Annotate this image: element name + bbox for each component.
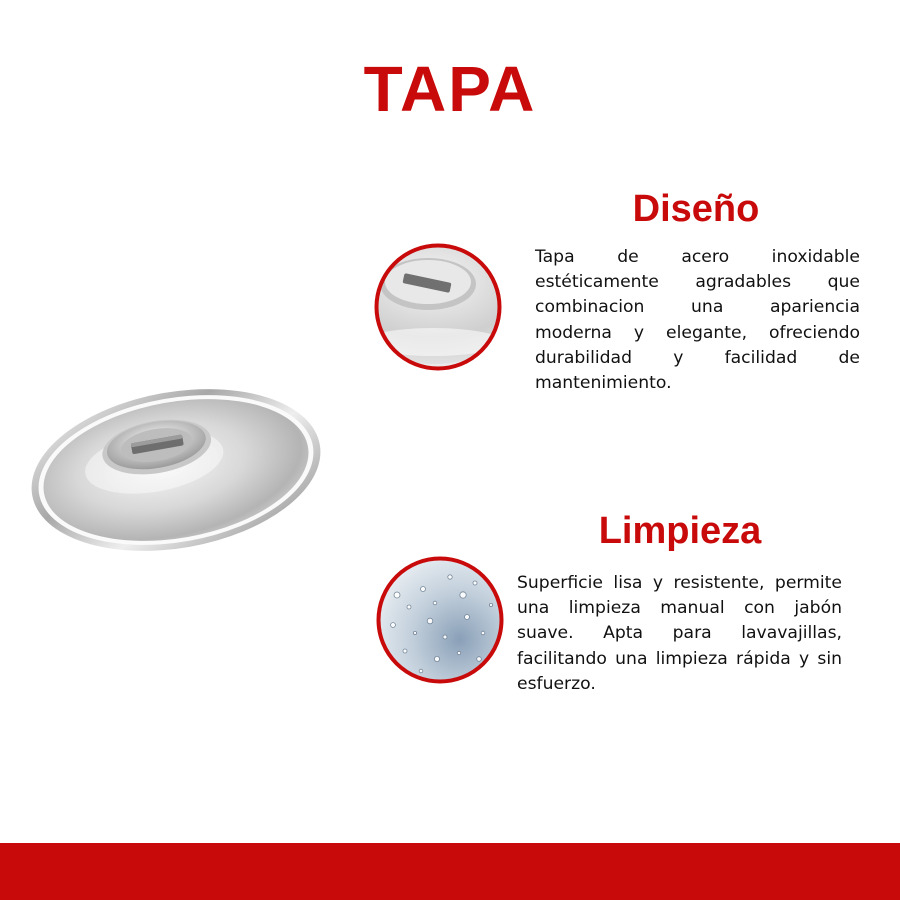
lid-closeup-icon xyxy=(373,242,503,372)
section-heading-limpieza: Limpieza xyxy=(598,510,762,552)
product-lid-image xyxy=(26,370,326,570)
water-drops-icon xyxy=(375,555,505,685)
section-text-diseno: Tapa de acero inoxidable estéticamente agradables que combinacion una apariencia moderna y elegante, ofreciendo durabilidad y facilidad de mantenimiento. xyxy=(535,247,860,394)
section-text-limpieza: Superficie lisa y resistente, permite una limpieza manual con jabón suave. Apta para lavavajillas, facilitando una limpieza rápida y sin esfuerzo. xyxy=(517,573,842,694)
footer-bar xyxy=(0,843,900,900)
page-title: TAPA xyxy=(363,53,537,125)
section-heading-diseno: Diseño xyxy=(632,188,760,230)
